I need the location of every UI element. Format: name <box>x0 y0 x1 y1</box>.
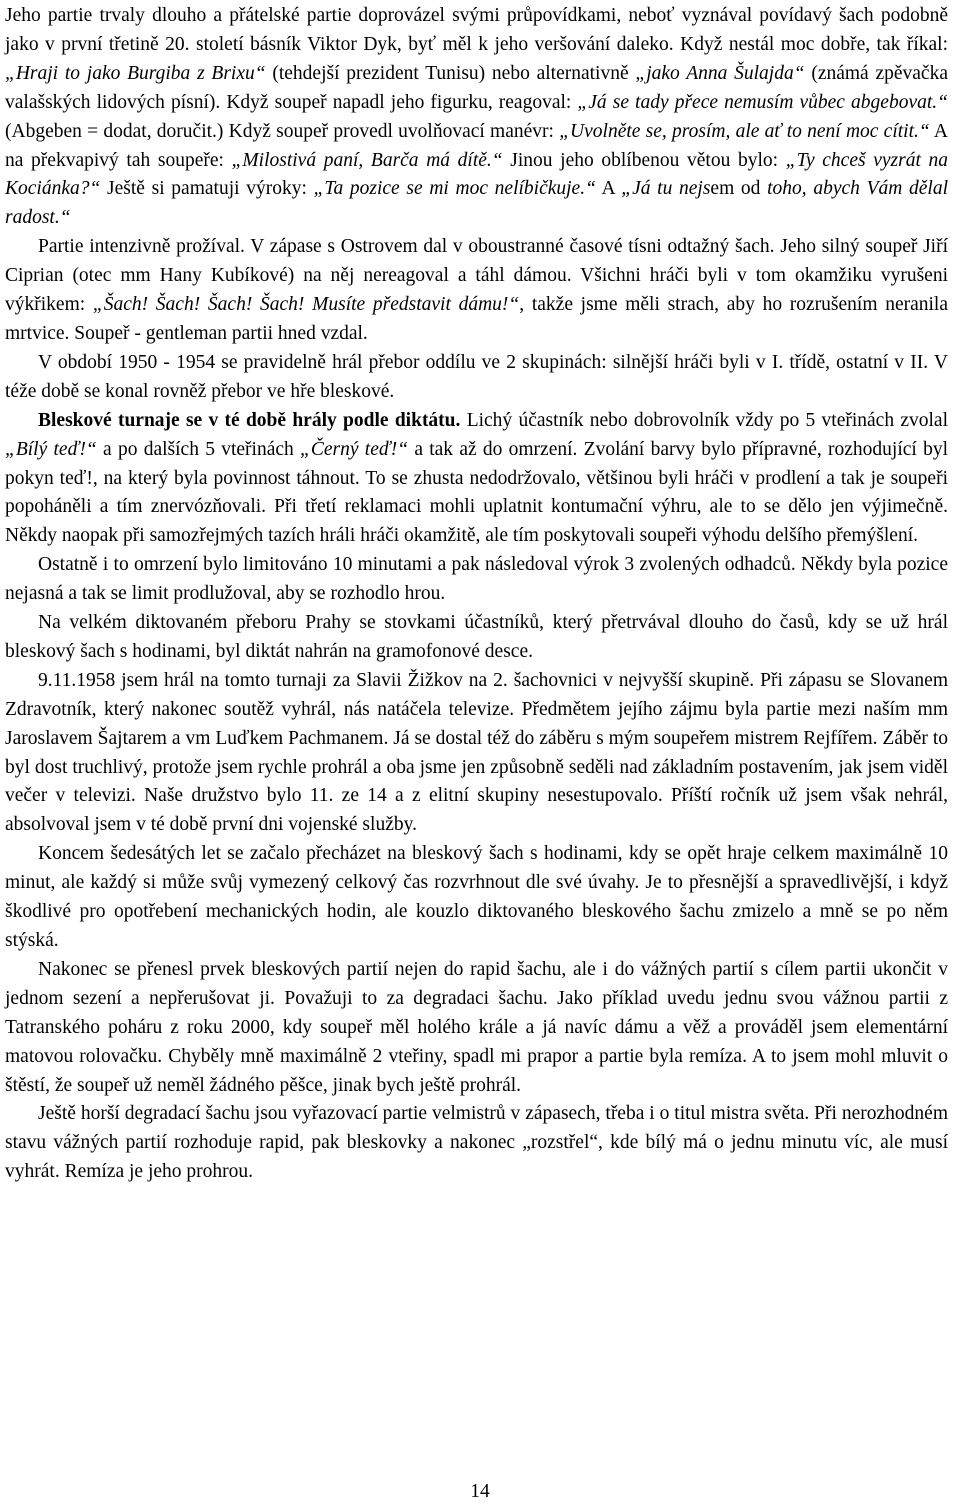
text-run: A <box>595 178 622 200</box>
paragraph <box>5 667 948 840</box>
text-run: a po dalších 5 vteřinách <box>96 438 301 460</box>
quoted-saying: toho, abych Vám dělal radost.“ <box>5 178 948 229</box>
text-run: Lichý účastník nebo dobrovolník vždy po 5 vteřinách zvolal <box>460 409 948 431</box>
quoted-saying: „Ty chceš vyzrát na Kociánka?“ <box>5 149 948 200</box>
text-run: Jeho partie trvaly dlouho a přátelské partie doprovázel svými průpovídkami, neboť vyznával povídavý šach podobně jako v první třetině 20. století básník Viktor Dyk, byť měl k jeho veršování daleko. Když nestál moc dobře, tak říkal: <box>5 5 948 55</box>
text-run: (tehdejší prezident Tunisu) nebo alternativně <box>265 62 636 84</box>
body-text <box>5 0 948 1187</box>
text-run: em od <box>710 178 768 200</box>
text-run: a tak až do omrzení. Zvolání barvy bylo přípravné, rozhodující byl pokyn teď!, na který byla povinnost táhnout. To se zhusta nedodržovalo, většinou byli hráči v prodlení a tak je soupeři popoháněli a tím znervózňovali. Při třetí reklamaci mohli uplatnit kontumační výhru, ale to se dělo jen výjimečně. Někdy naopak při samozřejmých tazích hráli hráči okamžitě, ale tím poskytovali soupeři výhodu delšího přemýšlení. <box>5 438 948 547</box>
paragraph <box>5 349 948 407</box>
paragraph <box>5 956 948 1101</box>
quoted-saying: „Milostivá paní, Barča má dítě.“ <box>231 149 503 171</box>
quoted-saying: „Hraji to jako Burgiba z Brixu“ <box>5 62 266 84</box>
quoted-saying: „Uvolněte se, prosím, ale ať to není moc cítit.“ <box>559 120 930 142</box>
paragraph <box>5 551 948 609</box>
paragraph <box>5 233 948 349</box>
paragraph <box>5 609 948 667</box>
text-run: Ještě si pamatuji výroky: <box>100 178 314 200</box>
text-run: Partie intenzivně prožíval. V zápase s Ostrovem dal v oboustranné časové tísni odtažný šach. Jeho silný soupeř Jiří Ciprian (otec mm Hany Kubíkové) na něj nereagoval a táhl dámou. Všichni hráči byli v tom okamžiku vyrušeni výkřikem: <box>5 236 948 316</box>
text-run: Koncem šedesátých let se začalo přecházet na bleskový šach s hodinami, kdy se opět hraje celkem maximálně 10 minut, ale každý si může svůj vymezený celkový čas rozvrhnout dle své úvahy. Je to přesnější a spravedlivější, i když škodlivé pro opotřebení mechanických hodin, ale kouzlo diktovaného bleskového šachu zmizelo a mně se po něm stýská. <box>5 843 948 951</box>
text-run: V období 1950 - 1954 se pravidelně hrál přebor oddílu ve 2 skupinách: silnější hráči byli v I. třídě, ostatní v II. V téže době se konal rovněž přebor ve hře bleskové. <box>5 351 948 402</box>
text-run: (Abgeben = dodat, doručit.) Když soupeř provedl uvolňovací manévr: <box>5 120 560 142</box>
text-run: Na velkém diktovaném přeboru Prahy se stovkami účastníků, který přetrvával dlouho do časů, kdy se už hrál bleskový šach s hodinami, byl diktát nahrán na gramofonové desce. <box>5 612 948 662</box>
text-run: Jinou jeho oblíbenou větou bylo: <box>502 149 786 171</box>
text-run: Ještě horší degradací šachu jsou vyřazovací partie velmistrů v zápasech, třeba i o titul mistra světa. Při nerozhodném stavu vážných partií rozhoduje rapid, pak bleskovky a nakonec „rozstřel“, kde bílý má o jednu minutu víc, ale musí vyhrát. Remíza je jeho prohrou. <box>5 1103 948 1183</box>
text-run: 9.11.1958 jsem hrál na tomto turnaji za Slavii Žižkov na 2. šachovnici v nejvyšší skupině. Při zápasu se Slovanem Zdravotník, který nakonec soutěž vyhrál, nás natáčela televize. Předmětem jejího zájmu byla partie mezi naším mm Jaroslavem Šajtarem a vm Luďkem Pachmanem. Já se dostal též do záběru s mým soupeřem mistrem Rejfířem. Záběr to byl dost truchlivý, protože jsem rychle prohrál a oba jsme jen způsobně seděli nad základním postavením, jak jsem viděl večer v televizi. Naše družstvo bylo 11. ze 14 a z elitní skupiny nesestupovalo. Příští ročník už jsem však nehrál, absolvoval jsem v té době první dni vojenské služby. <box>5 669 948 836</box>
paragraph <box>5 407 948 552</box>
text-run: , takže jsme měli strach, aby ho rozrušením neranila mrtvice. Soupeř - gentleman partii hned vzdal. <box>5 294 948 344</box>
page-number: 14 <box>470 1481 490 1502</box>
quoted-saying: „Černý teď!“ <box>300 438 409 460</box>
text-run: Nakonec se přenesl prvek bleskových partií nejen do rapid šachu, ale i do vážných partií s cílem partii ukončit v jednom sezení a nepřerušovat ji. Považuji to za degradaci šachu. Jako příklad uvedu jednu svou vážnou partii z Tatranského poháru z roku 2000, kdy soupeř měl holého krále a já navíc dámu a věž a prováděl jsem elementární matovou rolovačku. Chyběly mně maximálně 2 vteřiny, spadl mi prapor a partie byla remíza. A to jsem mohl mluvit o štěstí, že soupeř už neměl žádného pěšce, jinak bych ještě prohrál. <box>5 958 948 1096</box>
quoted-saying: „Šach! Šach! Šach! Šach! Musíte představit dámu!“ <box>92 294 520 316</box>
text-run: Ostatně i to omrzení bylo limitováno 10 minutami a pak následoval výrok 3 zvolených odhadců. Někdy byla pozice nejasná a tak se limit prodlužoval, aby se rozhodlo hrou. <box>5 554 948 605</box>
paragraph <box>5 840 948 956</box>
paragraph <box>5 1100 948 1187</box>
quoted-saying: „jako Anna Šulajda“ <box>635 62 805 84</box>
quoted-saying: „Bílý teď!“ <box>5 438 97 460</box>
quoted-saying: „Já tu nejs <box>621 178 711 200</box>
text-run: (známá zpěvačka valašských lidových písní). Když soupeř napadl jeho figurku, reagoval: <box>5 62 948 113</box>
paragraph <box>5 2 948 233</box>
quoted-saying: „Ta pozice se mi moc nelíbičkuje.“ <box>313 178 596 200</box>
text-run: A na překvapivý tah soupeře: <box>5 120 948 171</box>
quoted-saying: „Já se tady přece nemusím vůbec abgebovat.“ <box>577 91 948 113</box>
bold-text: Bleskové turnaje se v té době hrály podle diktátu. <box>38 409 461 431</box>
